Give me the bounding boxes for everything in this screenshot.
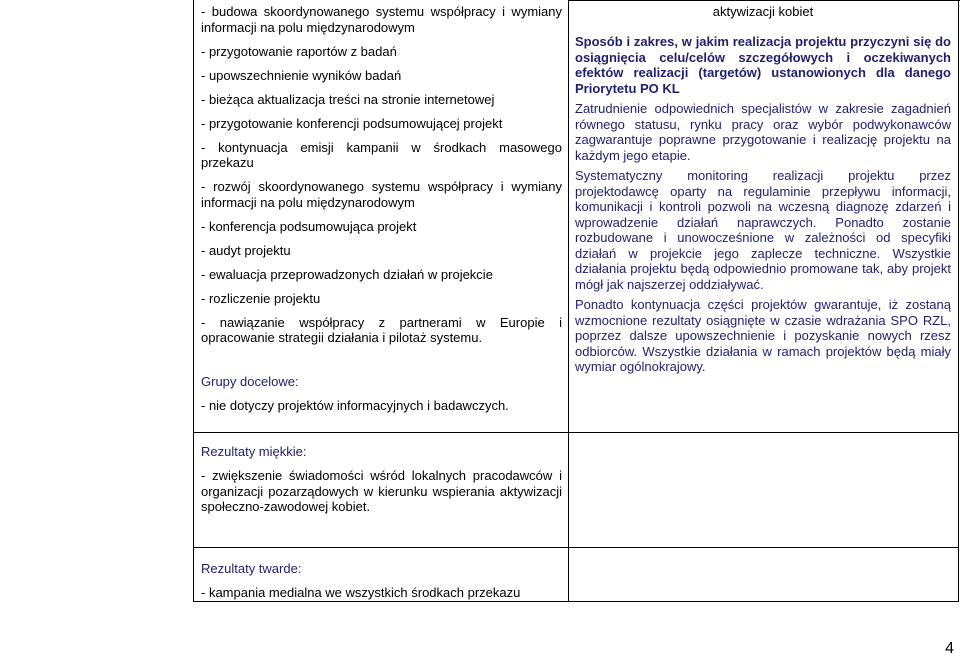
soft-results-text: - zwiększenie świadomości wśród lokalnych pracodawców i organizacji pozarządowych w kierunku wspierania aktywizacji społeczno-zawodowej kobiet. [201, 468, 562, 514]
activity-item: - audyt projektu [201, 242, 291, 258]
activity-item: - kontynuacja emisji kampanii w środkach masowego przekazu [201, 139, 562, 170]
hard-results-heading: Rezultaty twarde: [201, 561, 302, 576]
right-cell-top-text: aktywizacji kobiet [712, 4, 814, 19]
table-row-divider-1 [193, 432, 959, 433]
activity-item: - ewaluacja przeprowadzonych działań w projekcie [201, 266, 493, 282]
goal-paragraph: Ponadto kontynuacja części projektów gwarantuje, iż zostaną wzmocnione rezultaty osiągnięte w czasie wdrażania SPO RZL, poprzez dalsze upowszechnienie i pozyskanie nowych rzesz odbiorców. Wszystkie działania w ramach projektów będą miały wymiar ogólnokrajowy. [575, 297, 951, 374]
hard-results-text: - kampania medialna we wszystkich środkach przekazu [201, 585, 521, 600]
table-border-bottom [193, 601, 959, 602]
table-divider-vertical [568, 0, 569, 602]
right-cell-content [575, 34, 951, 380]
soft-results-heading: Rezultaty miękkie: [201, 444, 307, 459]
activity-item: - budowa skoordynowanego systemu współpracy i wymiany informacji na polu międzynarodowym [201, 4, 562, 35]
table-row-divider-2 [193, 547, 959, 548]
activity-item: - przygotowanie raportów z badań [201, 43, 397, 59]
activity-item: - konferencja podsumowująca projekt [201, 218, 417, 234]
target-groups-text: - nie dotyczy projektów informacyjnych i badawczych. [201, 398, 509, 413]
target-groups-heading: Grupy docelowe: [201, 374, 299, 389]
activity-item: - rozliczenie projektu [201, 290, 321, 306]
table-border-left [193, 0, 194, 602]
goal-contribution-heading: Sposób i zakres, w jakim realizacja projektu przyczyni się do osiągnięcia celu/celów szczegółowych i oczekiwanych efektów realizacji (targetów) ustanowionych dla danego Priorytetu PO KL [575, 34, 951, 96]
activity-item: - rozwój skoordynowanego systemu współpracy i wymiany informacji na polu międzynarodowym [201, 179, 562, 210]
table-border-top-right [568, 0, 960, 1]
activity-item: - bieżąca aktualizacja treści na stronie internetowej [201, 91, 495, 107]
activities-cell [201, 4, 562, 354]
activity-item: - nawiązanie współpracy z partnerami w Europie i opracowanie strategii działania i pilotaż systemu. [201, 314, 562, 345]
page-number: 4 [945, 640, 954, 657]
goal-paragraph: Systematyczny monitoring realizacji projektu przez projektodawcę oparty na regulaminie przepływu informacji, komunikacji i kontroli pozwoli na wczesną diagnozę zdarzeń i wprowadzenie działań naprawczych. Ponadto zostanie rozbudowane i unowocześnione w zależności od specyfiki działań w projekcie jego zaplecze techniczne. Wszystkie działania projektu będą odpowiednio promowane tak, aby projekt mógł jak najszerzej oddziaływać. [575, 168, 951, 292]
table-border-right [958, 0, 959, 602]
activity-item: - upowszechnienie wyników badań [201, 67, 402, 83]
goal-paragraph: Zatrudnienie odpowiednich specjalistów w zakresie zagadnień równego statusu, rynku pracy oraz wybór podwykonawców zagwarantuje poprawne przygotowanie i realizację projektu na każdym jego etapie. [575, 101, 951, 163]
activity-item: - przygotowanie konferencji podsumowującej projekt [201, 115, 503, 131]
